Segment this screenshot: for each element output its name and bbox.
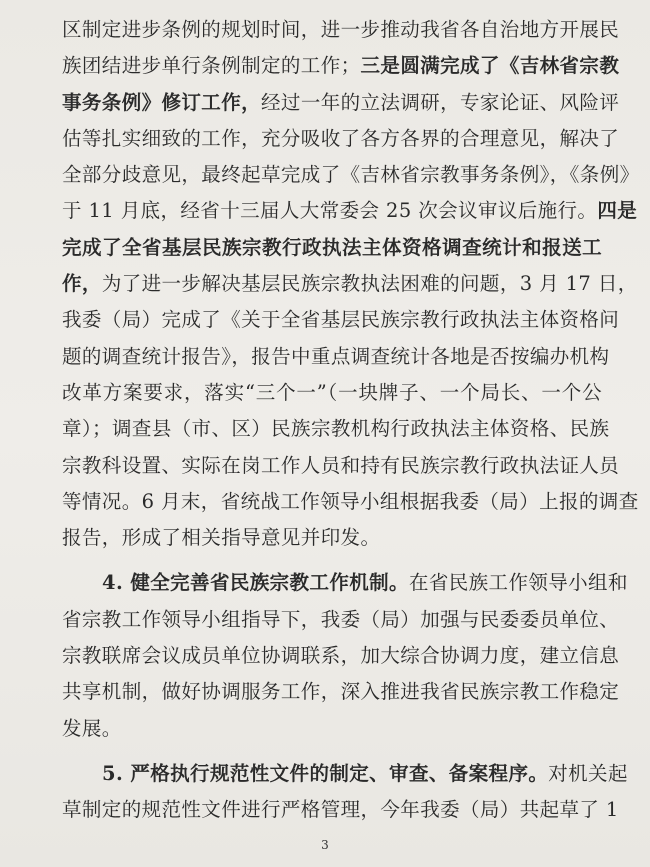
text-line: 估等扎实细致的工作，充分吸收了各方各界的合理意见，解决了	[62, 126, 620, 150]
text-line: 于 11 月底，经省十三届人大常委会 25 次会议审议后施行。四是	[62, 199, 638, 223]
text-line: 4. 健全完善省民族宗教工作机制。在省民族工作领导小组和	[102, 571, 628, 595]
section-heading: 5. 严格执行规范性文件的制定、审查、备案程序。	[102, 761, 549, 785]
section-heading: 4. 健全完善省民族宗教工作机制。	[102, 571, 409, 595]
text-line: 作，为了进一步解决基层民族宗教执法困难的问题，3 月 17 日，	[62, 272, 638, 296]
bold-text: 四是	[597, 199, 638, 223]
body-text	[62, 12, 640, 829]
bold-text: 事务条例》修订工作，	[62, 90, 262, 114]
bold-text: 三是圆满完成了《吉林省宗教	[360, 54, 620, 78]
text-line: 题的调查统计报告》，报告中重点调查统计各地是否按编办机构	[62, 344, 610, 368]
text-line: 共享机制，做好协调服务工作，深入推进我省民族宗教工作稳定	[62, 680, 620, 704]
text-line: 省宗教工作领导小组指导下，我委（局）加强与民委委员单位、	[62, 607, 620, 631]
text-line: 族团结进步单行条例制定的工作；三是圆满完成了《吉林省宗教	[62, 54, 620, 78]
text-line: 完成了全省基层民族宗教行政执法主体资格调查统计和报送工	[62, 235, 602, 259]
text-line: 改革方案要求，落实“三个一”（一块牌子、一个局长、一个公	[62, 380, 602, 404]
text-line: 我委（局）完成了《关于全省基层民族宗教行政执法主体资格问	[62, 308, 620, 332]
paragraph-3	[62, 756, 628, 829]
text-line: 宗教联席会议成员单位协调联系，加大综合协调力度，建立信息	[62, 644, 620, 668]
text-line: 事务条例》修订工作，经过一年的立法调研，专家论证、风险评	[62, 90, 620, 114]
text-line: 宗教科设置、实际在岗工作人员和持有民族宗教行政执法证人员	[62, 453, 620, 477]
paragraph-2	[62, 565, 628, 746]
text-line: 等情况。6 月末，省统战工作领导小组根据我委（局）上报的调查	[62, 489, 639, 513]
text-line: 区制定进步条例的规划时间，进一步推动我省各自治地方开展民	[62, 18, 620, 41]
text-line: 草制定的规范性文件进行严格管理，今年我委（局）共起草了 1	[62, 798, 619, 822]
paragraph-1	[62, 12, 640, 556]
text-line: 报告，形成了相关指导意见并印发。	[62, 526, 381, 550]
text-line: 章）；调查县（市、区）民族宗教机构行政执法主体资格、民族	[62, 417, 610, 441]
text-line: 发展。	[62, 716, 122, 740]
text-line: 5. 严格执行规范性文件的制定、审查、备案程序。对机关起	[102, 761, 628, 785]
page-number: 3	[321, 838, 329, 852]
bold-text: 作，	[62, 272, 102, 296]
text-line: 全部分歧意见，最终起草完成了《吉林省宗教事务条例》，《条例》	[62, 163, 640, 187]
